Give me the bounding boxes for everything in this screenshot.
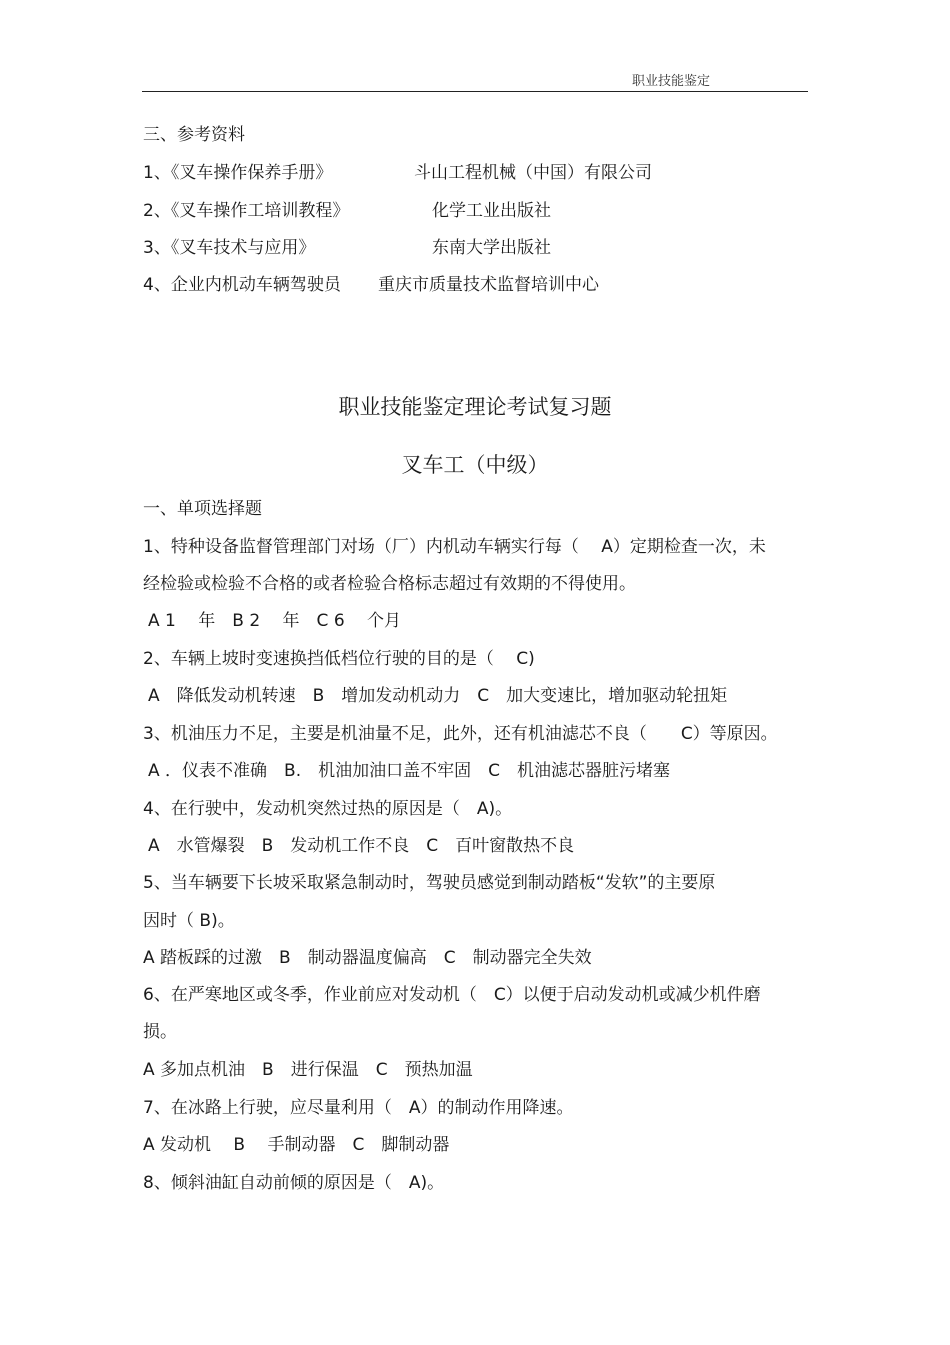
question-options: A 水管爆裂 B 发动机工作不良 C 百叶窗散热不良 [148,836,575,856]
question-options: A 踏板踩的过激 B 制动器温度偏高 C 制动器完全失效 [143,948,592,968]
header-divider [142,91,808,92]
question-options: A 发动机 B 手制动器 C 脚制动器 [143,1135,450,1155]
question-text: 因时（ B)。 [143,911,235,931]
exam-title: 职业技能鉴定理论考试复习题 [338,395,612,419]
reference-publisher: 化学工业出版社 [432,201,551,221]
section-heading: 一、单项选择题 [143,499,262,519]
reference-publisher: 重庆市质量技术监督培训中心 [378,275,599,295]
question-options: A 多加点机油 B 进行保温 C 预热加温 [143,1060,473,1080]
question-text: 8、倾斜油缸自动前倾的原因是（ A)。 [143,1173,445,1193]
question-text: 3、机油压力不足，主要是机油量不足，此外，还有机油滤芯不良（ C）等原因。 [143,724,778,744]
reference-book: 2、《叉车操作工培训教程》 [143,201,350,221]
exam-subtitle: 叉车工（中级） [401,453,549,477]
reference-book: 4、企业内机动车辆驾驶员 [143,275,341,295]
reference-publisher: 斗山工程机械（中国）有限公司 [414,163,652,183]
question-options: A ．仪表不准确 B. 机油加油口盖不牢固 C 机油滤芯器脏污堵塞 [148,761,670,781]
references-heading: 三、参考资料 [143,125,245,145]
question-options: A 1 年 B 2 年 C 6 个月 [148,611,402,631]
reference-publisher: 东南大学出版社 [432,238,551,258]
question-text: 经检验或检验不合格的或者检验合格标志超过有效期的不得使用。 [143,574,636,594]
header-title: 职业技能鉴定 [632,74,711,89]
question-text: 损。 [143,1022,177,1042]
question-text: 6、在严寒地区或冬季，作业前应对发动机（ C）以便于启动发动机或减少机件磨 [143,985,761,1005]
reference-book: 3、《叉车技术与应用》 [143,238,316,258]
reference-book: 1、《叉车操作保养手册》 [143,163,333,183]
question-text: 5、当车辆要下长坡采取紧急制动时，驾驶员感觉到制动踏板“发软”的主要原 [143,873,716,893]
question-text: 1、特种设备监督管理部门对场（厂）内机动车辆实行每（ A）定期检查一次，未 [143,537,766,557]
question-text: 7、在冰路上行驶，应尽量利用（ A）的制动作用降速。 [143,1098,574,1118]
question-options: A 降低发动机转速 B 增加发动机动力 C 加大变速比，增加驱动轮扭矩 [148,686,728,706]
question-text: 4、在行驶中，发动机突然过热的原因是（ A)。 [143,799,513,819]
question-text: 2、车辆上坡时变速换挡低档位行驶的目的是（ C) [143,649,535,669]
